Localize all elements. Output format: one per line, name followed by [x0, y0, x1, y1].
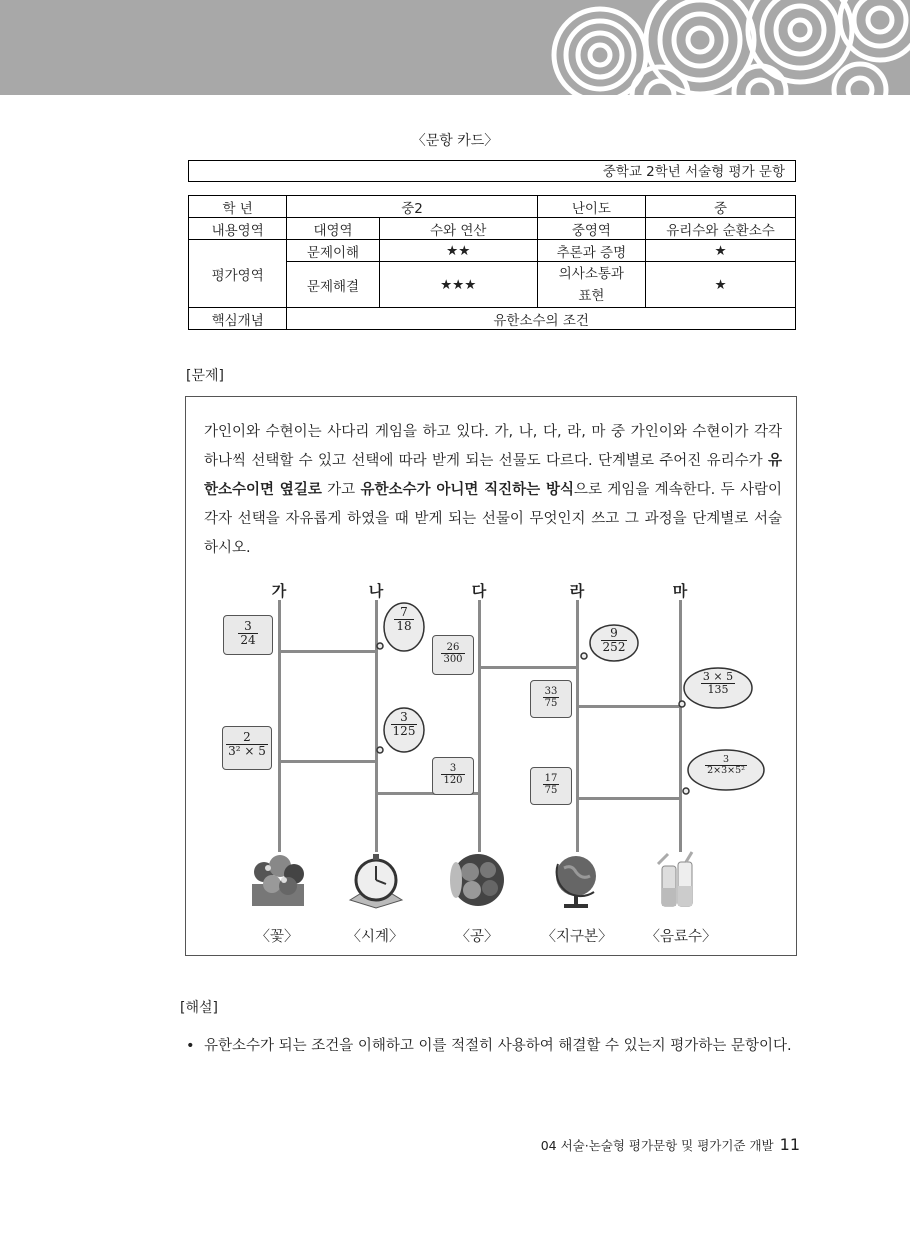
- fraction-11-numerator: 3: [705, 755, 747, 766]
- flower-icon: [248, 850, 308, 910]
- cloud-tail-6: [679, 701, 685, 707]
- middle-area-label: 중영역: [537, 218, 645, 240]
- item-category-box: 중학교 2학년 서술형 평가 문항: [188, 160, 796, 182]
- problem-bold-2: 유한소수가 아니면 직진하는 방식: [360, 482, 574, 498]
- fraction-cloud-4: [592, 627, 636, 654]
- fraction-10-denominator: 75: [544, 785, 558, 796]
- footer-text: 04 서술·논술형 평가문항 및 평가기준 개발: [540, 1138, 774, 1153]
- fraction-1-denominator: 24: [240, 633, 256, 648]
- fraction-4-denominator: 252: [602, 640, 626, 655]
- fraction-6-denominator: 135: [707, 683, 729, 697]
- explanation-heading: [해설]: [180, 1000, 218, 1016]
- major-area-value: 수와 연산: [379, 218, 537, 240]
- understanding-stars: ★★: [379, 240, 537, 262]
- fraction-cloud-2: [384, 606, 424, 633]
- fraction-6-numerator: 3 × 5: [702, 670, 734, 683]
- fraction-cloud-8: [384, 711, 424, 738]
- understanding-label: 문제이해: [287, 240, 379, 262]
- communication-label-line1: 의사소통과: [558, 265, 624, 282]
- fraction-3-denominator: 300: [443, 654, 463, 665]
- fraction-8-denominator: 125: [392, 724, 416, 739]
- problem-text-part2: 가고: [321, 482, 361, 498]
- page-footer: [0, 1135, 800, 1154]
- solving-stars: ★★★: [379, 262, 537, 308]
- fraction-2-denominator: 18: [396, 619, 412, 634]
- bullet-icon: •: [186, 1038, 195, 1054]
- fraction-7-numerator: 2: [226, 731, 268, 745]
- fraction-8-numerator: 3: [391, 711, 418, 725]
- column-label-ma: 마: [672, 582, 688, 600]
- fraction-5-denominator: 75: [544, 698, 558, 709]
- difficulty-label: 난이도: [537, 196, 645, 218]
- fraction-7-denominator: 3² × 5: [228, 744, 266, 759]
- fraction-cloud-11: [690, 755, 762, 777]
- fraction-3-numerator: 26: [441, 642, 464, 654]
- column-label-na: 나: [368, 582, 384, 600]
- solving-label: 문제해결: [287, 262, 379, 308]
- eval-area-label: 평가영역: [189, 240, 287, 308]
- difficulty-value: 중: [646, 196, 796, 218]
- prize-label-clock: 〈시계〉: [346, 929, 404, 945]
- explanation-text: [186, 1030, 798, 1062]
- fraction-cloud-6: [686, 671, 750, 696]
- prize-label-ball: 〈공〉: [455, 929, 499, 945]
- ball-icon: [446, 850, 506, 910]
- problem-heading: [문제]: [186, 368, 224, 384]
- reasoning-label: 추론과 증명: [537, 240, 645, 262]
- globe-icon: [546, 850, 606, 910]
- cloud-tail-4: [581, 653, 587, 659]
- clock-icon: [346, 850, 406, 910]
- core-concept-value: 유한소수의 조건: [287, 308, 796, 330]
- column-label-ga: 가: [271, 582, 287, 600]
- page-number: 11: [779, 1135, 800, 1154]
- fraction-2-numerator: 7: [394, 606, 413, 620]
- cloud-tail-2: [377, 643, 383, 649]
- problem-bold-1: 유한소수이면 옆길로: [204, 453, 782, 498]
- middle-area-value: 유리수와 순환소수: [646, 218, 796, 240]
- grade-value: 중2: [287, 196, 537, 218]
- grade-label: 학 년: [189, 196, 287, 218]
- prize-label-drink: 〈음료수〉: [645, 929, 717, 945]
- reasoning-stars: ★: [646, 240, 796, 262]
- content-area-label: 내용영역: [189, 218, 287, 240]
- major-area-label: 대영역: [287, 218, 379, 240]
- fraction-9-denominator: 120: [443, 775, 463, 786]
- problem-text-part3: 으로 게임을 계속한다. 두 사람이 각자 선택을 자유롭게 하였을 때 받게 되는 선물이 무엇인지 쓰고 그 과정을 단계별로 서술하시오.: [204, 482, 782, 556]
- card-title: 〈문항 카드〉: [411, 133, 499, 149]
- cloud-tail-11: [683, 788, 689, 794]
- problem-text-part1: 가인이와 수현이는 사다리 게임을 하고 있다. 가, 나, 다, 라, 마 중 가인이와 수현이가 각각 하나씩 선택할 수 있고 선택에 따라 받게 되는 선물도 다르다. 단계별로 주어진 유리수가: [204, 424, 782, 469]
- fraction-11-denominator: 2×3×5²: [707, 765, 745, 777]
- column-label-ra: 라: [569, 582, 585, 600]
- explanation-body: 유한소수가 되는 조건을 이해하고 이를 적절히 사용하여 해결할 수 있는지 평가하는 문항이다.: [204, 1038, 792, 1054]
- communication-label-line2: 표현: [578, 287, 605, 304]
- column-label-da: 다: [471, 582, 487, 600]
- prize-label-flower: 〈꽃〉: [255, 929, 299, 945]
- fraction-4-numerator: 9: [601, 627, 628, 641]
- drink-icon: [648, 850, 708, 910]
- fraction-10-numerator: 17: [544, 773, 558, 784]
- cloud-tail-8: [377, 747, 383, 753]
- fraction-1-numerator: 3: [238, 620, 257, 634]
- communication-stars: ★: [646, 262, 796, 308]
- fraction-5-numerator: 33: [544, 686, 558, 697]
- core-concept-label: 핵심개념: [189, 308, 287, 330]
- prize-label-globe: 〈지구본〉: [541, 929, 613, 945]
- fraction-9-numerator: 3: [441, 763, 464, 775]
